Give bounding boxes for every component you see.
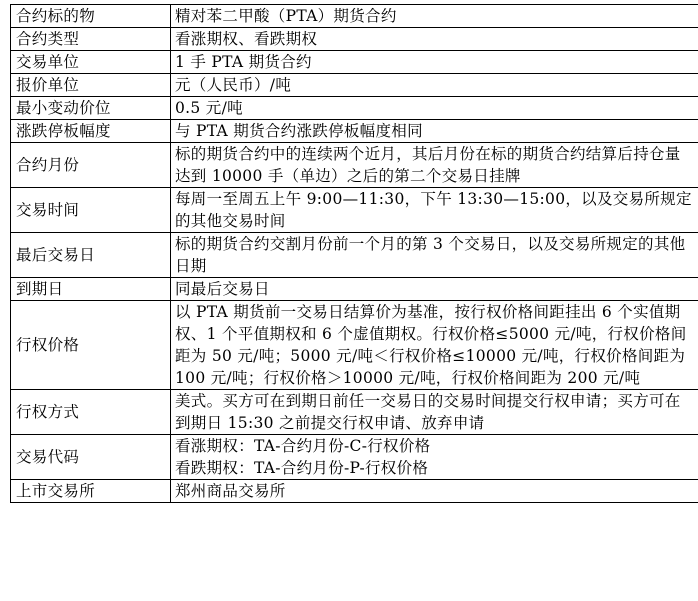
row-value: 看涨期权、看跌期权 [171, 28, 698, 51]
table-row [11, 188, 698, 233]
row-value: 1 手 PTA 期货合约 [171, 51, 698, 74]
row-value [171, 435, 698, 480]
table-row [11, 51, 698, 74]
row-value: 郑州商品交易所 [171, 480, 698, 503]
row-value: 同最后交易日 [171, 278, 698, 301]
row-value: 美式。买方可在到期日前任一交易日的交易时间提交行权申请；买方可在到期日 15:30 之前提交行权申请、放弃申请 [171, 390, 698, 435]
table-row [11, 233, 698, 278]
row-label: 到期日 [11, 278, 171, 301]
row-label: 交易单位 [11, 51, 171, 74]
row-label: 最小变动价位 [11, 97, 171, 120]
put-code-line: 看跌期权：TA-合约月份-P-行权价格 [175, 459, 429, 477]
row-label: 涨跌停板幅度 [11, 120, 171, 143]
table-row [11, 301, 698, 390]
table-row [11, 97, 698, 120]
table-row [11, 143, 698, 188]
row-label: 上市交易所 [11, 480, 171, 503]
table-row [11, 480, 698, 503]
table-row [11, 28, 698, 51]
table-row [11, 390, 698, 435]
row-label: 交易代码 [11, 435, 171, 480]
row-value: 元（人民币）/吨 [171, 74, 698, 97]
row-label: 最后交易日 [11, 233, 171, 278]
row-value: 0.5 元/吨 [171, 97, 698, 120]
row-label: 合约标的物 [11, 5, 171, 28]
row-value: 与 PTA 期货合约涨跌停板幅度相同 [171, 120, 698, 143]
row-value: 以 PTA 期货前一交易日结算价为基准，按行权价格间距挂出 6 个实值期权、1 个平值期权和 6 个虚值期权。行权价格≤5000 元/吨，行权价格间距为 50 元/吨；5000 元/吨＜行权价格≤10000 元/吨，行权价格间距为 100 元/吨；行权价格＞10000 元/吨，行权价格间距为 200 元/吨 [171, 301, 698, 390]
table-row [11, 5, 698, 28]
pta-option-spec-table [10, 4, 698, 503]
row-label: 行权价格 [11, 301, 171, 390]
row-label: 合约月份 [11, 143, 171, 188]
row-value: 每周一至周五上午 9:00—11:30，下午 13:30—15:00，以及交易所规定的其他交易时间 [171, 188, 698, 233]
table-row [11, 278, 698, 301]
row-label: 报价单位 [11, 74, 171, 97]
table-row [11, 120, 698, 143]
row-value: 标的期货合约交割月份前一个月的第 3 个交易日，以及交易所规定的其他日期 [171, 233, 698, 278]
row-value: 标的期货合约中的连续两个近月，其后月份在标的期货合约结算后持仓量达到 10000 手（单边）之后的第二个交易日挂牌 [171, 143, 698, 188]
row-label: 行权方式 [11, 390, 171, 435]
table-row [11, 74, 698, 97]
table-row [11, 435, 698, 480]
row-value: 精对苯二甲酸（PTA）期货合约 [171, 5, 698, 28]
row-label: 交易时间 [11, 188, 171, 233]
call-code-line: 看涨期权：TA-合约月份-C-行权价格 [175, 437, 431, 455]
row-label: 合约类型 [11, 28, 171, 51]
